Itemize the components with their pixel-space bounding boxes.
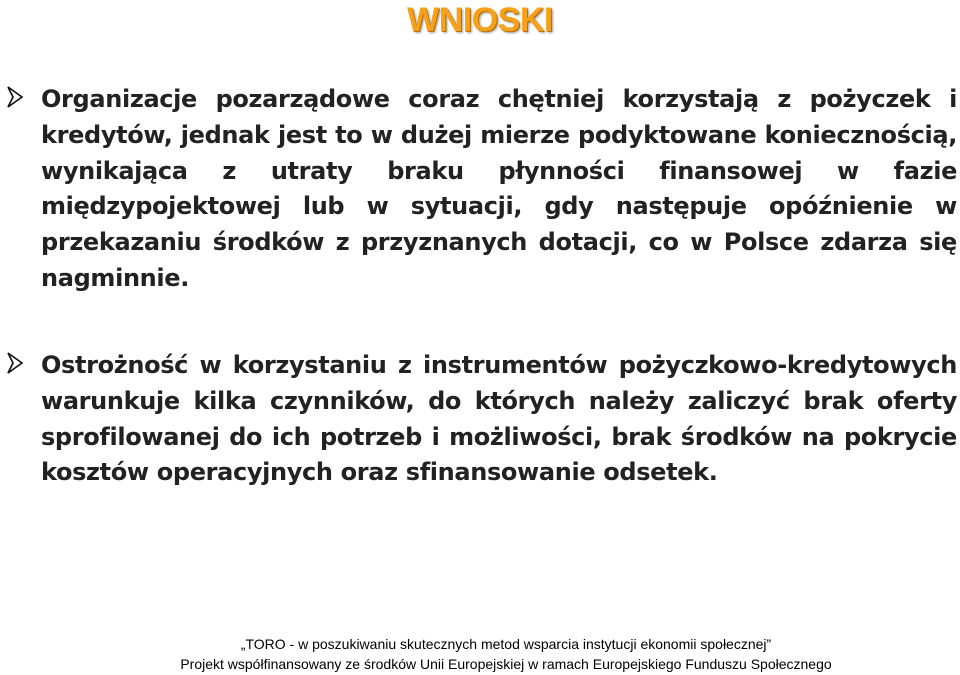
footer-project-title: „TORO - w poszukiwaniu skutecznych metod wsparcia instytucji ekonomii społecznej” bbox=[240, 636, 772, 652]
arrowhead-bullet-icon bbox=[6, 86, 24, 108]
slide-title: WNIOSKI bbox=[407, 1, 553, 39]
arrowhead-bullet-icon bbox=[6, 352, 24, 374]
bullet-text: Organizacje pozarządowe coraz chętniej korzystają z pożyczek i kredytów, jednak jest to w dużej mierze podyktowane koniecznością, wynikająca z utraty braku płynności finansowej w fazie międzypojektowej lub w sytuacji, gdy następuje opóźnienie w przekazaniu środków z przyznanych dotacji, co w Polsce zdarza się nagminnie. bbox=[41, 85, 957, 292]
bullet-text: Ostrożność w korzystaniu z instrumentów pożyczkowo-kredytowych warunkuje kilka czynników, do których należy zaliczyć brak oferty sprofilowanej do ich potrzeb i możliwości, brak środków na pokrycie kosztów operacyjnych oraz sfinansowanie odsetek. bbox=[41, 351, 957, 487]
footer-funding-note: Projekt współfinansowany ze środków Unii Europejskiej w ramach Europejskiego Funduszu Społecznego bbox=[180, 656, 832, 672]
